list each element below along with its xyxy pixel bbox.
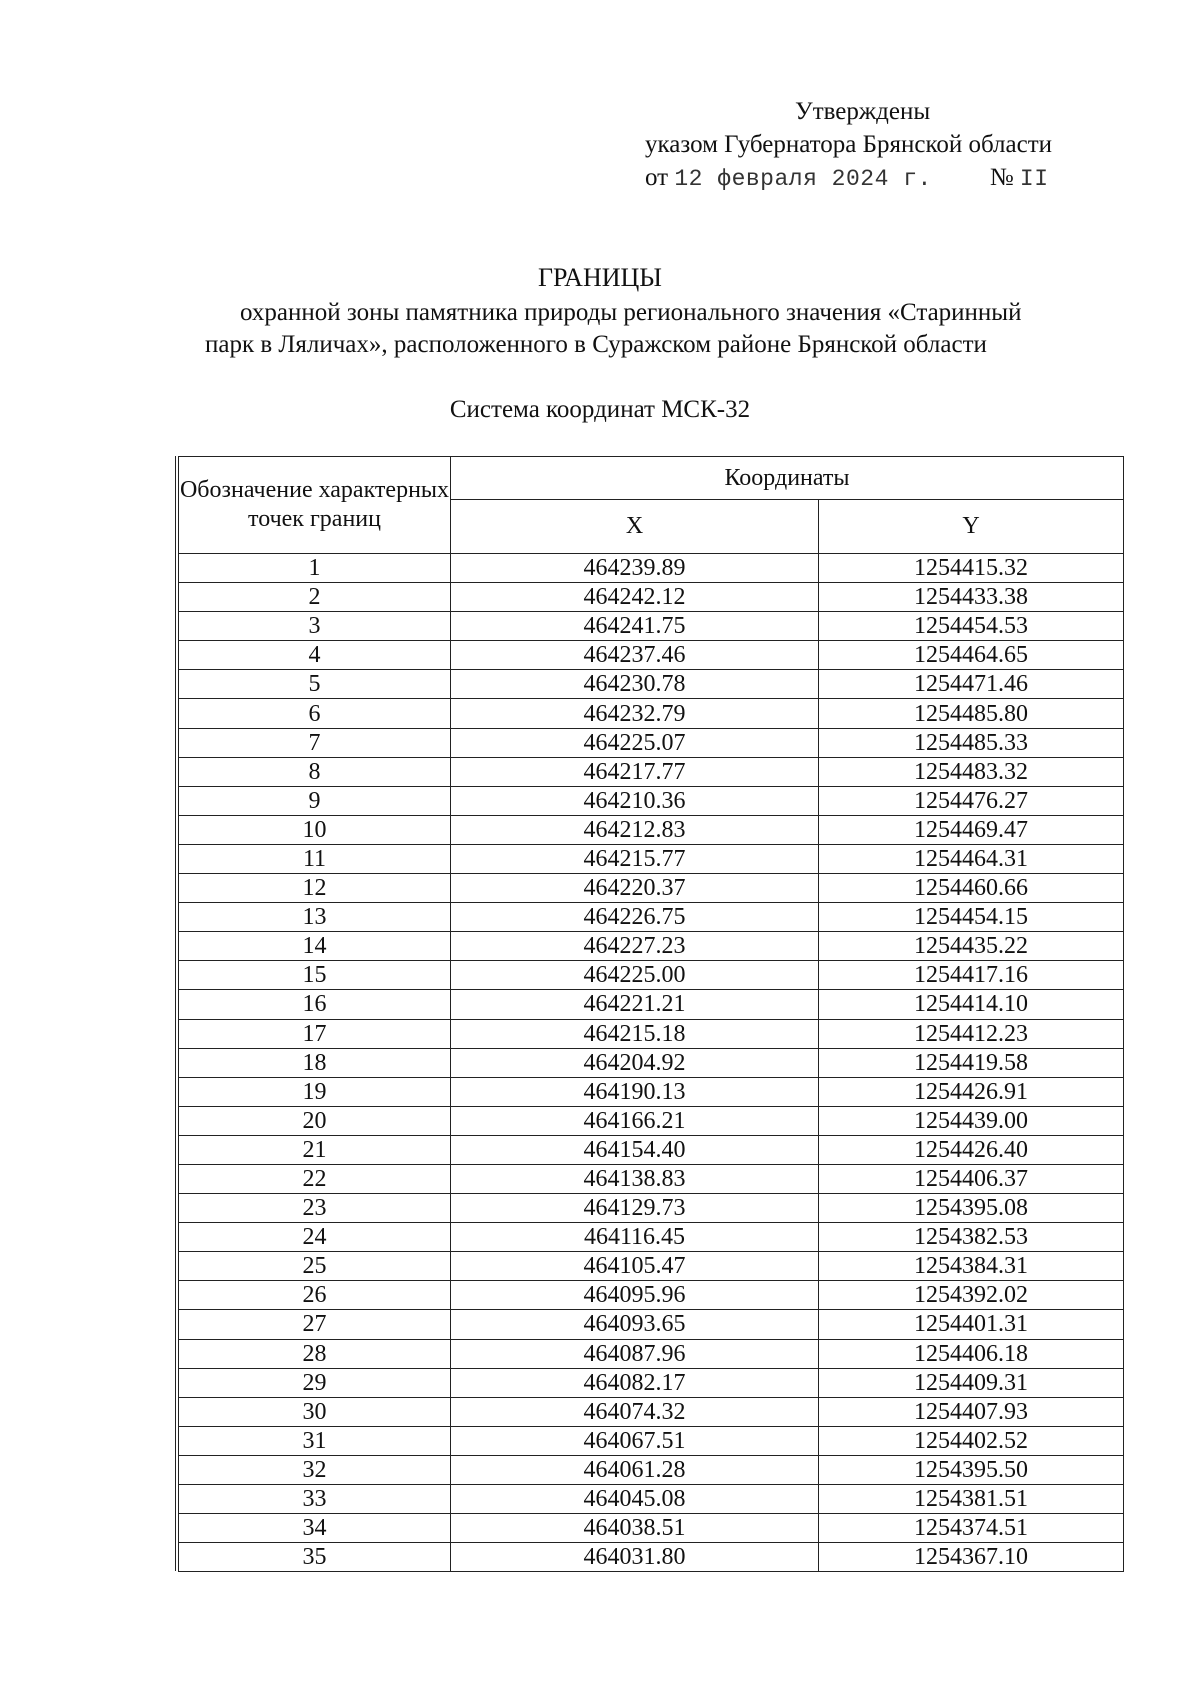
y-coordinate: 1254426.91 xyxy=(819,1077,1124,1106)
header-x: X xyxy=(451,500,819,554)
table-row xyxy=(179,1135,1124,1164)
coordinates-table xyxy=(178,456,1124,1572)
x-coordinate: 464225.00 xyxy=(451,961,819,990)
y-coordinate: 1254439.00 xyxy=(819,1106,1124,1135)
point-number: 25 xyxy=(179,1252,451,1281)
y-coordinate: 1254464.31 xyxy=(819,844,1124,873)
x-coordinate: 464093.65 xyxy=(451,1310,819,1339)
table-row xyxy=(179,844,1124,873)
y-coordinate: 1254483.32 xyxy=(819,757,1124,786)
x-coordinate: 464239.89 xyxy=(451,554,819,583)
table-row xyxy=(179,670,1124,699)
table-row xyxy=(179,815,1124,844)
point-number: 6 xyxy=(179,699,451,728)
point-number: 18 xyxy=(179,1048,451,1077)
y-coordinate: 1254381.51 xyxy=(819,1485,1124,1514)
table-row xyxy=(179,1223,1124,1252)
point-number: 26 xyxy=(179,1281,451,1310)
point-number: 29 xyxy=(179,1368,451,1397)
table-row xyxy=(179,932,1124,961)
table-row xyxy=(179,757,1124,786)
point-number: 22 xyxy=(179,1164,451,1193)
x-coordinate: 464074.32 xyxy=(451,1397,819,1426)
header-point: Обозначение характерных точек границ xyxy=(179,457,451,554)
table-row xyxy=(179,1106,1124,1135)
table-row xyxy=(179,699,1124,728)
approval-date: 12 февраля 2024 г. xyxy=(674,166,932,192)
point-number: 10 xyxy=(179,815,451,844)
point-number: 23 xyxy=(179,1194,451,1223)
approval-from-label: от xyxy=(645,164,669,191)
approval-title: Утверждены xyxy=(795,98,931,125)
subtitle-line-1: охранной зоны памятника природы регионального значения «Старинный xyxy=(240,299,1022,326)
table-row xyxy=(179,1455,1124,1484)
x-coordinate: 464204.92 xyxy=(451,1048,819,1077)
table-row xyxy=(179,874,1124,903)
x-coordinate: 464242.12 xyxy=(451,583,819,612)
point-number: 17 xyxy=(179,1019,451,1048)
y-coordinate: 1254407.93 xyxy=(819,1397,1124,1426)
x-coordinate: 464227.23 xyxy=(451,932,819,961)
point-number: 9 xyxy=(179,786,451,815)
point-number: 13 xyxy=(179,903,451,932)
point-number: 31 xyxy=(179,1426,451,1455)
y-coordinate: 1254471.46 xyxy=(819,670,1124,699)
y-coordinate: 1254419.58 xyxy=(819,1048,1124,1077)
point-number: 1 xyxy=(179,554,451,583)
point-number: 7 xyxy=(179,728,451,757)
x-coordinate: 464210.36 xyxy=(451,786,819,815)
x-coordinate: 464129.73 xyxy=(451,1194,819,1223)
x-coordinate: 464154.40 xyxy=(451,1135,819,1164)
x-coordinate: 464215.77 xyxy=(451,844,819,873)
point-number: 24 xyxy=(179,1223,451,1252)
x-coordinate: 464190.13 xyxy=(451,1077,819,1106)
x-coordinate: 464215.18 xyxy=(451,1019,819,1048)
approval-stamp xyxy=(645,95,1052,196)
table-row xyxy=(179,554,1124,583)
table-row xyxy=(179,1048,1124,1077)
y-coordinate: 1254415.32 xyxy=(819,554,1124,583)
y-coordinate: 1254395.08 xyxy=(819,1194,1124,1223)
table-row xyxy=(179,1019,1124,1048)
table-row xyxy=(179,903,1124,932)
approval-authority: указом Губернатора Брянской области xyxy=(645,131,1053,158)
point-number: 20 xyxy=(179,1106,451,1135)
point-number: 15 xyxy=(179,961,451,990)
point-number: 14 xyxy=(179,932,451,961)
coordinates-table-body xyxy=(179,554,1124,1572)
table-row xyxy=(179,786,1124,815)
x-coordinate: 464038.51 xyxy=(451,1514,819,1543)
point-number: 28 xyxy=(179,1339,451,1368)
table-row xyxy=(179,1397,1124,1426)
y-coordinate: 1254485.80 xyxy=(819,699,1124,728)
x-coordinate: 464221.21 xyxy=(451,990,819,1019)
table-row xyxy=(179,961,1124,990)
point-number: 35 xyxy=(179,1543,451,1572)
x-coordinate: 464220.37 xyxy=(451,874,819,903)
table-row xyxy=(179,1281,1124,1310)
point-number: 4 xyxy=(179,641,451,670)
table-row xyxy=(179,583,1124,612)
y-coordinate: 1254384.31 xyxy=(819,1252,1124,1281)
y-coordinate: 1254382.53 xyxy=(819,1223,1124,1252)
point-number: 32 xyxy=(179,1455,451,1484)
point-number: 33 xyxy=(179,1485,451,1514)
y-coordinate: 1254426.40 xyxy=(819,1135,1124,1164)
y-coordinate: 1254460.66 xyxy=(819,874,1124,903)
y-coordinate: 1254409.31 xyxy=(819,1368,1124,1397)
x-coordinate: 464138.83 xyxy=(451,1164,819,1193)
subtitle-line-2: парк в Ляличах», расположенного в Суражском районе Брянской области xyxy=(205,331,987,358)
table-row xyxy=(179,1194,1124,1223)
x-coordinate: 464031.80 xyxy=(451,1543,819,1572)
table-row xyxy=(179,1252,1124,1281)
y-coordinate: 1254476.27 xyxy=(819,786,1124,815)
table-row xyxy=(179,1077,1124,1106)
table-outer-border xyxy=(175,456,176,1571)
y-coordinate: 1254417.16 xyxy=(819,961,1124,990)
y-coordinate: 1254406.18 xyxy=(819,1339,1124,1368)
table-row xyxy=(179,641,1124,670)
point-number: 11 xyxy=(179,844,451,873)
y-coordinate: 1254392.02 xyxy=(819,1281,1124,1310)
y-coordinate: 1254402.52 xyxy=(819,1426,1124,1455)
table-row xyxy=(179,1426,1124,1455)
x-coordinate: 464087.96 xyxy=(451,1339,819,1368)
y-coordinate: 1254406.37 xyxy=(819,1164,1124,1193)
point-number: 5 xyxy=(179,670,451,699)
y-coordinate: 1254433.38 xyxy=(819,583,1124,612)
table-row xyxy=(179,1164,1124,1193)
x-coordinate: 464212.83 xyxy=(451,815,819,844)
table-row xyxy=(179,1543,1124,1572)
point-number: 34 xyxy=(179,1514,451,1543)
x-coordinate: 464061.28 xyxy=(451,1455,819,1484)
point-number: 21 xyxy=(179,1135,451,1164)
x-coordinate: 464105.47 xyxy=(451,1252,819,1281)
y-coordinate: 1254374.51 xyxy=(819,1514,1124,1543)
table-row xyxy=(179,612,1124,641)
x-coordinate: 464237.46 xyxy=(451,641,819,670)
table-row xyxy=(179,1339,1124,1368)
y-coordinate: 1254367.10 xyxy=(819,1543,1124,1572)
point-number: 2 xyxy=(179,583,451,612)
header-coordinates: Координаты xyxy=(451,457,1124,500)
table-row xyxy=(179,728,1124,757)
header-y: Y xyxy=(819,500,1124,554)
x-coordinate: 464116.45 xyxy=(451,1223,819,1252)
point-number: 3 xyxy=(179,612,451,641)
approval-number: II xyxy=(1019,166,1049,192)
table-row xyxy=(179,1514,1124,1543)
x-coordinate: 464067.51 xyxy=(451,1426,819,1455)
x-coordinate: 464045.08 xyxy=(451,1485,819,1514)
point-number: 12 xyxy=(179,874,451,903)
coordinate-system: Система координат МСК-32 xyxy=(449,396,751,423)
y-coordinate: 1254435.22 xyxy=(819,932,1124,961)
x-coordinate: 464232.79 xyxy=(451,699,819,728)
approval-date-line xyxy=(645,161,1052,196)
table-row xyxy=(179,990,1124,1019)
y-coordinate: 1254395.50 xyxy=(819,1455,1124,1484)
x-coordinate: 464166.21 xyxy=(451,1106,819,1135)
x-coordinate: 464241.75 xyxy=(451,612,819,641)
x-coordinate: 464082.17 xyxy=(451,1368,819,1397)
point-number: 19 xyxy=(179,1077,451,1106)
y-coordinate: 1254469.47 xyxy=(819,815,1124,844)
point-number: 16 xyxy=(179,990,451,1019)
table-row xyxy=(179,1485,1124,1514)
x-coordinate: 464095.96 xyxy=(451,1281,819,1310)
x-coordinate: 464225.07 xyxy=(451,728,819,757)
y-coordinate: 1254464.65 xyxy=(819,641,1124,670)
point-number: 8 xyxy=(179,757,451,786)
x-coordinate: 464230.78 xyxy=(451,670,819,699)
approval-number-label: № xyxy=(989,164,1014,191)
document-subtitle xyxy=(205,297,1125,361)
point-number: 30 xyxy=(179,1397,451,1426)
table-row xyxy=(179,1310,1124,1339)
document-title: ГРАНИЦЫ xyxy=(538,263,662,292)
y-coordinate: 1254454.53 xyxy=(819,612,1124,641)
y-coordinate: 1254485.33 xyxy=(819,728,1124,757)
y-coordinate: 1254401.31 xyxy=(819,1310,1124,1339)
y-coordinate: 1254414.10 xyxy=(819,990,1124,1019)
x-coordinate: 464226.75 xyxy=(451,903,819,932)
y-coordinate: 1254454.15 xyxy=(819,903,1124,932)
table-row xyxy=(179,1368,1124,1397)
x-coordinate: 464217.77 xyxy=(451,757,819,786)
y-coordinate: 1254412.23 xyxy=(819,1019,1124,1048)
point-number: 27 xyxy=(179,1310,451,1339)
